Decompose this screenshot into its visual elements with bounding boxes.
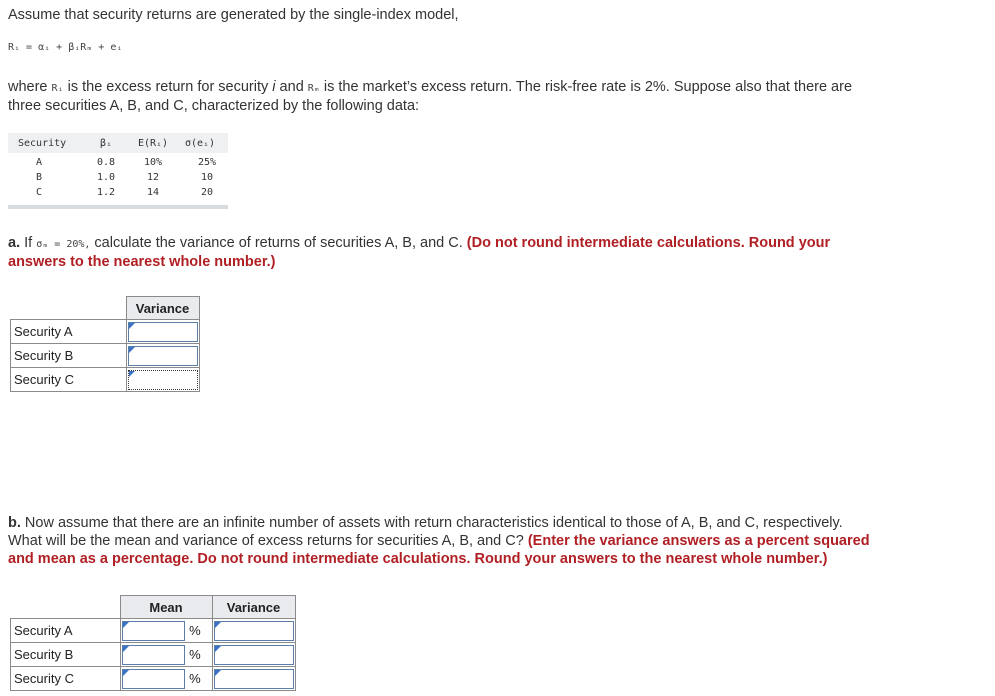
row-label-security-a: Security A	[11, 320, 127, 344]
part-b-instruction-2: and mean as a percentage. Do not round intermediate calculations. Round your answers to the nearest whole number.)	[8, 551, 828, 567]
part-a-if: If	[20, 235, 37, 251]
row-label-security-b: Security B	[11, 344, 127, 368]
mean-cell-b	[120, 643, 186, 667]
percent-unit-a: %	[186, 619, 212, 643]
where-prefix: where	[8, 79, 52, 95]
variance-b-input-b[interactable]	[214, 645, 294, 665]
mean-cell-a	[120, 619, 186, 643]
empty-header-cell	[11, 297, 127, 320]
row-label-security-c: Security C	[11, 368, 127, 392]
variance-answer-table	[10, 296, 200, 392]
row-label-b-security-b: Security B	[11, 643, 121, 667]
mean-input-b[interactable]	[122, 645, 186, 665]
row-b-return: 12	[146, 172, 160, 183]
percent-unit-b: %	[186, 643, 212, 667]
header-security: Security	[18, 138, 67, 149]
mean-input-a[interactable]	[122, 621, 186, 641]
where-text-2: and	[275, 79, 308, 95]
row-c-security: C	[35, 187, 43, 198]
mean-cell-c	[120, 667, 186, 691]
intro-text: Assume that security returns are generated by the single-index model,	[8, 7, 459, 23]
header-residual-sd: σ(eᵢ)	[184, 138, 216, 149]
variance-b-input-a[interactable]	[214, 621, 294, 641]
part-b-text-2: What will be the mean and variance of excess returns for securities A, B, and C?	[8, 533, 528, 549]
empty-header-cell-b	[11, 596, 121, 619]
intro-line-2: three securities A, B, and C, characterized by the following data:	[8, 98, 420, 114]
part-b-instruction-1: (Enter the variance answers as a percent squared	[527, 533, 870, 549]
row-a-beta: 0.8	[96, 157, 116, 168]
row-label-b-security-a: Security A	[11, 619, 121, 643]
variance-b-cell-b	[212, 643, 295, 667]
variance-cell-b	[126, 344, 199, 368]
variance-column-header-b: Variance	[212, 596, 295, 619]
part-a-label: a.	[8, 235, 21, 251]
part-a-instruction-1: (Do not round intermediate calculations. Round your	[466, 235, 831, 251]
variance-cell-a	[126, 320, 199, 344]
row-b-security: B	[35, 172, 43, 183]
part-b-label: b.	[8, 515, 21, 531]
where-text-1: is the excess return for security	[63, 79, 273, 95]
part-a-text: calculate the variance of returns of securities A, B, and C.	[90, 235, 467, 251]
data-table-divider	[8, 205, 228, 209]
row-a-return: 10%	[143, 157, 163, 168]
variance-column-header: Variance	[126, 297, 199, 320]
row-a-sd: 25%	[197, 157, 217, 168]
model-formula: Rᵢ = αᵢ + βᵢRₘ + eᵢ	[8, 42, 123, 53]
security-data-table	[8, 133, 228, 209]
part-a-instruction-2: answers to the nearest whole number.)	[8, 254, 276, 270]
header-expected-return: E(Rᵢ)	[137, 138, 169, 149]
part-a-question	[8, 234, 830, 254]
row-a-security: A	[35, 157, 43, 168]
ri-symbol: Rᵢ	[51, 83, 64, 94]
row-c-beta: 1.2	[96, 187, 116, 198]
row-label-b-security-c: Security C	[11, 667, 121, 691]
variance-input-a[interactable]	[128, 322, 198, 342]
rm-symbol: Rₘ	[307, 83, 320, 94]
variance-b-cell-a	[212, 619, 295, 643]
row-b-sd: 10	[200, 172, 214, 183]
variance-input-c[interactable]	[128, 370, 198, 390]
row-c-return: 14	[146, 187, 160, 198]
mean-column-header: Mean	[120, 596, 212, 619]
variance-input-b[interactable]	[128, 346, 198, 366]
part-b-text-1: Now assume that there are an infinite number of assets with return characteristics identical to those of A, B, and C, respectively.	[20, 515, 843, 531]
header-beta: βᵢ	[99, 138, 113, 149]
row-b-beta: 1.0	[96, 172, 116, 183]
intro-where-line	[8, 78, 852, 98]
i-symbol: i	[272, 79, 276, 95]
variance-b-input-c[interactable]	[214, 669, 294, 689]
mean-variance-answer-table	[10, 595, 296, 691]
mean-input-c[interactable]	[122, 669, 186, 689]
sigma-m-value: σₘ = 20%,	[36, 239, 91, 250]
part-b-question-line-2	[8, 532, 870, 550]
percent-unit-c: %	[186, 667, 212, 691]
variance-cell-c	[126, 368, 199, 392]
part-b-question-line-1	[8, 514, 843, 532]
variance-b-cell-c	[212, 667, 295, 691]
row-c-sd: 20	[200, 187, 214, 198]
where-text-3: is the market’s excess return. The risk-free rate is 2%. Suppose also that there are	[319, 79, 853, 95]
